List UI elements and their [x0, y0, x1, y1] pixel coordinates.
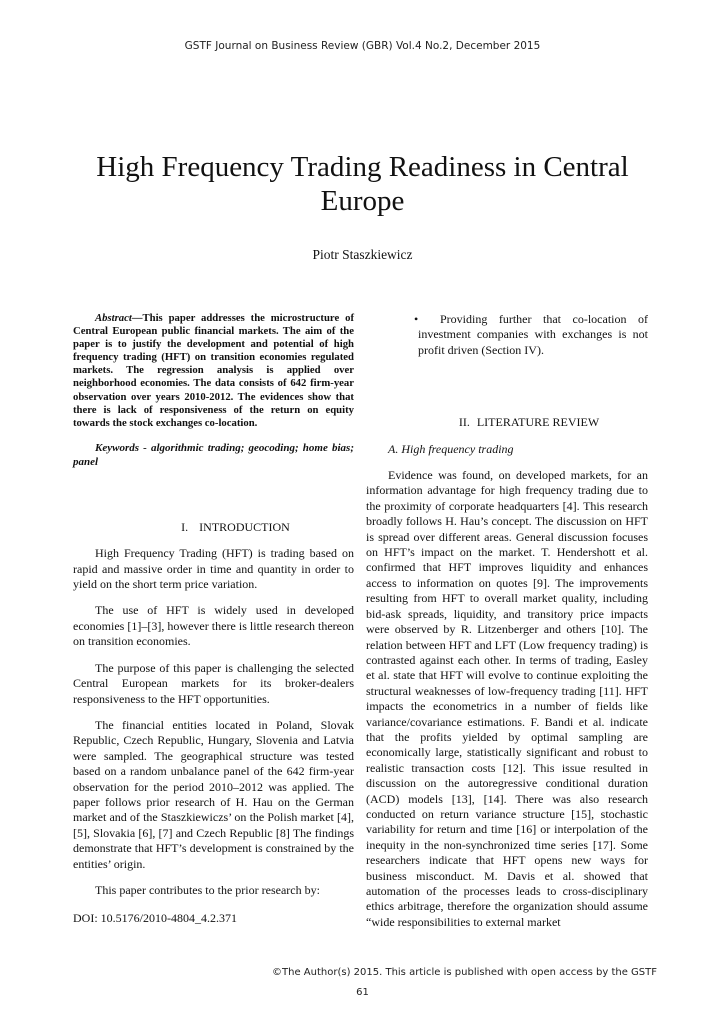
- left-column: [73, 312, 354, 909]
- keywords: Keywords - algorithmic trading; geocoding; home bias; panel: [73, 441, 354, 468]
- intro-paragraph: High Frequency Trading (HFT) is trading based on rapid and massive order in time and quantity in order to yield on the short term price variation.: [73, 546, 354, 592]
- section-heading-literature-review: [366, 415, 648, 430]
- section-title: LITERATURE REVIEW: [476, 415, 600, 430]
- section-title: INTRODUCTION: [199, 519, 290, 534]
- paper-title: High Frequency Trading Readiness in Central Europe: [96, 151, 629, 217]
- copyright-note: ©The Author(s) 2015. This article is published with open access by the GSTF: [272, 967, 657, 978]
- right-column: [366, 312, 648, 941]
- intro-paragraph: The financial entities located in Poland, Slovak Republic, Czech Republic, Hungary, Slovenia and Latvia were sampled. The geographical structure was tested based on a random unbalance panel of the 642 firm-year observation for the period 2010–2012 was applied. The paper follows prior research of H. Hau on the German market and of the Staszkiewiczs’ on the Polish market [4], [5], Slovakia [6], [7] and Czech Republic [8] The findings demonstrate that HFT’s development is constrained by the entities’ origin.: [73, 717, 354, 871]
- literature-paragraph: Evidence was found, on developed markets, for an information advantage for high frequency trading due to the proximity of corporate headquarters [4]. This research broadly follows H. Hau’s concept. The discussion on HFT is spread over different areas. General discussion focuses on HFT’s impact on the market. T. Hendershott et al. confirmed that HFT improves liquidity and enhances access to information on quotes [9]. The improvements resulting from HFT to overall market quality, including bid-ask spreads, liquidity, and transitory price impacts were observed by R. Litzenberger and others [10]. The relation between HFT and LFT (Low frequency trading) is contrasted against each other. In terms of trading, Easley et al. state that HFT will evolve to continue exploiting the structural weaknesses of low-frequency trading [11]. HFT impacts the econometrics in a number of fields like variance/covariance estimations. F. Bandi et al. indicate that the profits yielded by optimal sampling are economically large, statistically significant and robust to realistic transaction costs [12]. This issue resulted in discussion on the autoregressive conditional duration (ACD) models [13], [14]. There was also research conducted on return variance structure [15], stochastic variability for return and time [16] or interpolation of the inequity in the non-synchronized time series [17]. Some researchers indicate that HFT opens new ways for business misconduct. M. Davis et al. showed that automation of the processes leads to cross-disciplinary ethics arbitrage, therefore the organization should assume “wide responsibilities to external market: [366, 468, 648, 929]
- author-name: Piotr Staszkiewicz: [312, 247, 413, 262]
- running-header: GSTF Journal on Business Review (GBR) Vol.4 No.2, December 2015: [184, 40, 541, 52]
- page-number: 61: [356, 987, 369, 998]
- abstract-text: This paper addresses the microstructure of Central European public financial markets. The aim of the paper is to justify the development and potential of high frequency trading (HFT) on transition economies regulated markets. The regression analysis is applied over neighborhood economies. The data consists of 642 firm-year observation over years 2010-2012. The evidences show that there is lack of responsiveness of the return on equity towards the stock exchanges co-location.: [73, 312, 354, 429]
- intro-paragraph: The use of HFT is widely used in developed economies [1]–[3], however there is little research thereon on transition economies.: [73, 603, 354, 649]
- section-heading-introduction: [73, 520, 354, 535]
- intro-paragraph: The purpose of this paper is challenging the selected Central European markets for its broker-dealers responsiveness to the HFT opportunities.: [73, 660, 354, 706]
- intro-paragraph: This paper contributes to the prior research by:: [95, 882, 320, 897]
- section-number: II.: [458, 415, 470, 430]
- bullet-icon: •: [414, 312, 419, 326]
- subsection-heading: A. High frequency trading: [388, 441, 514, 456]
- section-number: I.: [181, 519, 189, 534]
- abstract: [73, 312, 354, 430]
- bullet-text: Providing further that co-location of investment companies with exchanges is not profit driven (Section IV).: [418, 312, 648, 357]
- doi: DOI: 10.5176/2010-4804_4.2.371: [73, 911, 237, 925]
- contribution-bullet: [366, 312, 648, 358]
- abstract-label: Abstract—: [95, 312, 143, 324]
